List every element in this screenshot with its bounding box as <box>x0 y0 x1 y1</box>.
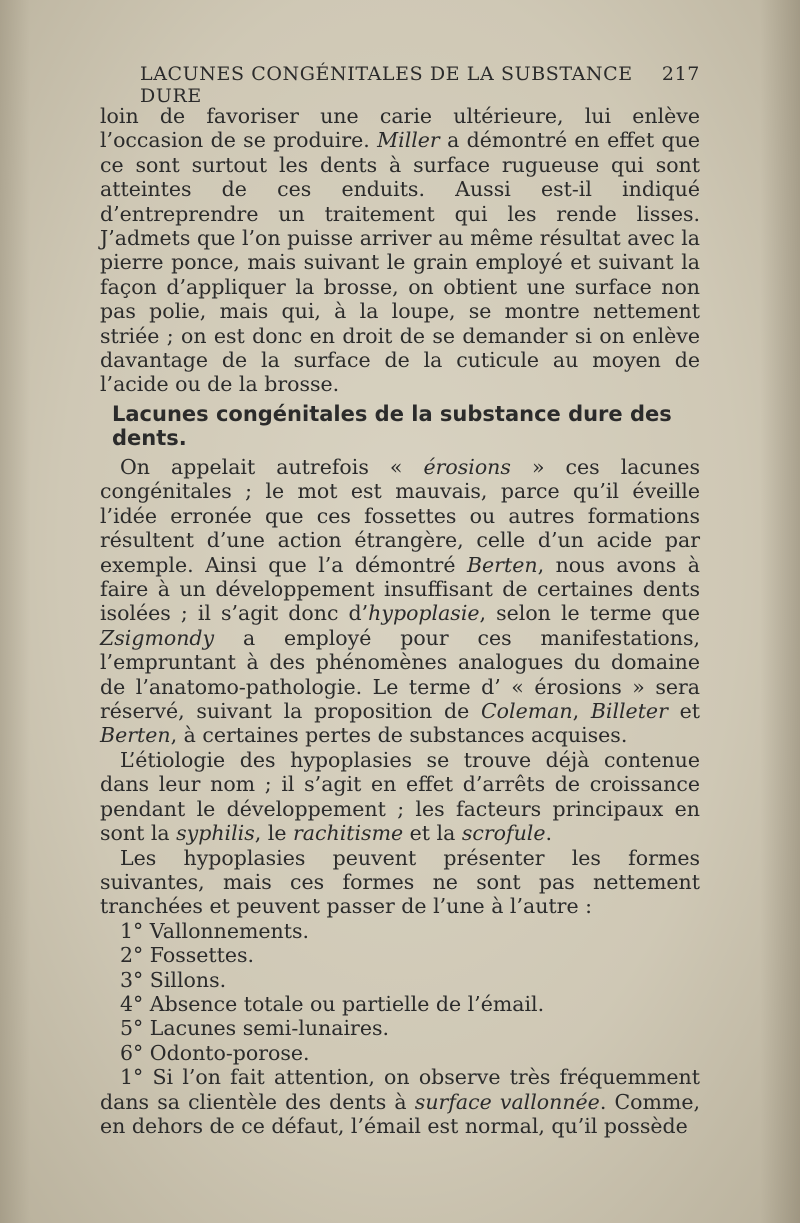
running-header <box>140 63 700 107</box>
author-name: Miller <box>377 128 440 153</box>
paragraph-etymology: On appelait autrefois « érosions » ces lacunes congénitales ; le mot est mauvais, parce qu’il éveille l’idée erronée que ces fossettes ou autres formations résultent d’une action étrangère, celle d’un acide par exemple. Ainsi que l’a démontré Berten, nous avons à faire à un développement insuffisant de certaines dents isolées ; il s’agit donc d’hypoplasie, selon le terme que Zsigmondy a employé pour ces manifestations, l’empruntant à des phénomènes analogues du domaine de l’anatomo-pathologie. Le terme d’ « érosions » sera réservé, suivant la proposition de Coleman, Billeter et Berten, à certaines pertes de substances acquises. <box>100 455 701 748</box>
list-item: 1° Vallonnements. <box>120 918 309 943</box>
page-shadow-left <box>0 0 30 1223</box>
running-title: LACUNES CONGÉNITALES DE LA SUBSTANCE DURE <box>140 63 633 107</box>
list-item: 3° Sillons. <box>120 967 227 992</box>
paragraph-forms-intro: Les hypoplasies peuvent présenter les formes suivantes, mais ces formes ne sont pas nettement tranchées et peuvent passer de l’une à l’autre : <box>100 845 700 919</box>
list-item: 5° Lacunes semi-lunaires. <box>120 1016 389 1041</box>
page-shadow-right <box>760 0 800 1223</box>
list-item: 4° Absence totale ou partielle de l’émail. <box>120 991 545 1016</box>
list-item: 2° Fossettes. <box>120 943 255 968</box>
paragraph-etiology: L’étiologie des hypoplasies se trouve déjà contenue dans leur nom ; il s’agit en effet d’arrêts de croissance pendant le développement ; les facteurs principaux en sont la syphilis, le rachitisme et la scrofule. <box>100 747 700 846</box>
section-body <box>100 455 700 1138</box>
intro-paragraph: loin de favoriser une carie ultérieure, lui enlève l’occasion de se produire. Miller a démontré en effet que ce sont surtout les dents à surface rugueuse qui sont atteintes de ces enduits. Aussi est-il indiqué d’entreprendre un traitement qui les rende lisses. J’admets que l’on puisse arriver au même résultat avec la pierre ponce, mais suivant le grain employé et suivant la façon d’appliquer la brosse, on obtient une surface non pas polie, mais qui, à la loupe, se montre nettement striée ; on est donc en droit de se demander si on enlève davantage de la surface de la cuticule au moyen de l’acide ou de la brosse. <box>100 104 700 397</box>
section-heading: Lacunes congénitales de la substance dure des dents. <box>112 402 672 450</box>
list-item: 6° Odonto-porose. <box>120 1040 310 1065</box>
page-number: 217 <box>661 63 700 85</box>
paragraph-vallonnements: 1° Si l’on fait attention, on observe très fréquemment dans sa clientèle des dents à surface vallonnée. Comme, en dehors de ce défaut, l’émail est normal, qu’il possède <box>100 1065 701 1138</box>
